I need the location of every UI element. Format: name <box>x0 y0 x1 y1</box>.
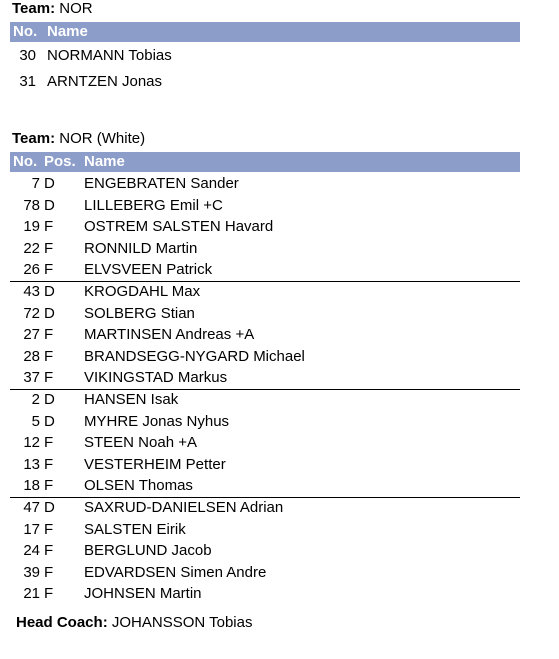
player-position: F <box>44 455 54 473</box>
header-pos: Pos. <box>44 153 76 170</box>
player-number: 43 <box>23 283 40 300</box>
player-position: F <box>44 520 54 538</box>
player-number: 26 <box>23 261 40 279</box>
player-name: EDVARDSEN Simen Andre <box>84 563 267 581</box>
player-row <box>10 475 520 497</box>
goalie-row <box>10 71 520 93</box>
player-number: 21 <box>23 585 40 603</box>
player-row <box>10 238 520 260</box>
player-position: F <box>44 563 54 581</box>
player-row <box>10 540 520 562</box>
player-number: 17 <box>23 520 40 538</box>
player-row <box>10 324 520 346</box>
player-position: D <box>44 412 55 430</box>
skater-table-header <box>10 152 520 172</box>
player-name: NORMANN Tobias <box>47 47 172 64</box>
player-number: 27 <box>23 326 40 344</box>
player-name: SOLBERG Stian <box>84 304 195 322</box>
player-position: F <box>44 477 54 495</box>
player-row <box>10 389 520 411</box>
goalie-team-label <box>12 0 93 18</box>
player-position: D <box>44 196 55 214</box>
player-number: 24 <box>23 542 40 560</box>
player-name: OLSEN Thomas <box>84 477 193 495</box>
player-position: D <box>44 499 55 516</box>
team-label-value: NOR <box>59 0 93 17</box>
header-no: No. <box>13 153 38 170</box>
player-position: D <box>44 391 55 408</box>
player-number: 30 <box>19 47 36 64</box>
player-position: F <box>44 585 54 603</box>
player-name: HANSEN Isak <box>84 391 179 408</box>
player-number: 31 <box>19 73 36 90</box>
player-name: RONNILD Martin <box>84 239 198 257</box>
player-row <box>10 173 520 195</box>
player-position: F <box>44 218 54 236</box>
player-row <box>10 411 520 433</box>
player-number: 78 <box>23 196 40 214</box>
player-row <box>10 519 520 541</box>
player-number: 18 <box>23 477 40 495</box>
player-number: 19 <box>23 218 40 236</box>
player-row <box>10 367 520 389</box>
player-number: 28 <box>23 347 40 365</box>
player-name: ELVSVEEN Patrick <box>84 261 213 279</box>
head-coach <box>16 614 252 632</box>
player-name: KROGDAHL Max <box>84 283 201 300</box>
player-name: VESTERHEIM Petter <box>84 455 226 473</box>
player-name: JOHNSEN Martin <box>84 585 202 603</box>
player-position: F <box>44 542 54 560</box>
player-number: 12 <box>23 434 40 452</box>
player-number: 13 <box>23 455 40 473</box>
player-name: OSTREM SALSTEN Havard <box>84 218 274 236</box>
player-row <box>10 346 520 368</box>
coach-name: JOHANSSON Tobias <box>111 614 253 631</box>
player-row <box>10 497 520 519</box>
player-name: MYHRE Jonas Nyhus <box>84 412 230 430</box>
player-name: ENGEBRATEN Sander <box>84 175 239 192</box>
player-name: ARNTZEN Jonas <box>47 73 163 90</box>
goalie-table-header <box>10 22 520 42</box>
player-name: MARTINSEN Andreas +A <box>84 326 255 344</box>
player-row <box>10 583 520 605</box>
player-number: 2 <box>31 391 40 408</box>
player-row <box>10 432 520 454</box>
player-name: BRANDSEGG-NYGARD Michael <box>84 347 305 365</box>
player-number: 22 <box>23 239 40 257</box>
player-name: VIKINGSTAD Markus <box>84 369 228 387</box>
player-name: SALSTEN Eirik <box>84 520 186 538</box>
header-name: Name <box>84 153 125 170</box>
player-number: 5 <box>31 412 40 430</box>
player-name: STEEN Noah +A <box>84 434 197 452</box>
player-position: F <box>44 434 54 452</box>
coach-label: Head Coach: <box>16 614 108 631</box>
player-number: 47 <box>23 499 40 516</box>
player-position: D <box>44 175 55 192</box>
skater-team-label <box>12 130 145 148</box>
team-label-value: NOR (White) <box>59 130 146 147</box>
player-row <box>10 195 520 217</box>
player-row <box>10 281 520 303</box>
player-row <box>10 303 520 325</box>
player-position: F <box>44 347 54 365</box>
header-name: Name <box>47 23 88 40</box>
player-row <box>10 216 520 238</box>
player-name: LILLEBERG Emil +C <box>84 196 223 214</box>
team-label-key: Team: <box>12 130 56 147</box>
player-position: F <box>44 261 54 279</box>
player-row <box>10 259 520 281</box>
goalie-row <box>10 45 520 67</box>
team-label-key: Team: <box>12 0 56 17</box>
player-position: F <box>44 369 54 387</box>
player-position: D <box>44 304 55 322</box>
player-row <box>10 454 520 476</box>
player-number: 7 <box>31 175 40 192</box>
player-position: D <box>44 283 55 300</box>
player-position: F <box>44 239 54 257</box>
player-number: 39 <box>23 563 40 581</box>
player-name: BERGLUND Jacob <box>84 542 212 560</box>
player-name: SAXRUD-DANIELSEN Adrian <box>84 499 284 516</box>
player-number: 72 <box>23 304 40 322</box>
player-position: F <box>44 326 54 344</box>
player-number: 37 <box>23 369 40 387</box>
header-no: No. <box>13 23 38 40</box>
player-row <box>10 562 520 584</box>
